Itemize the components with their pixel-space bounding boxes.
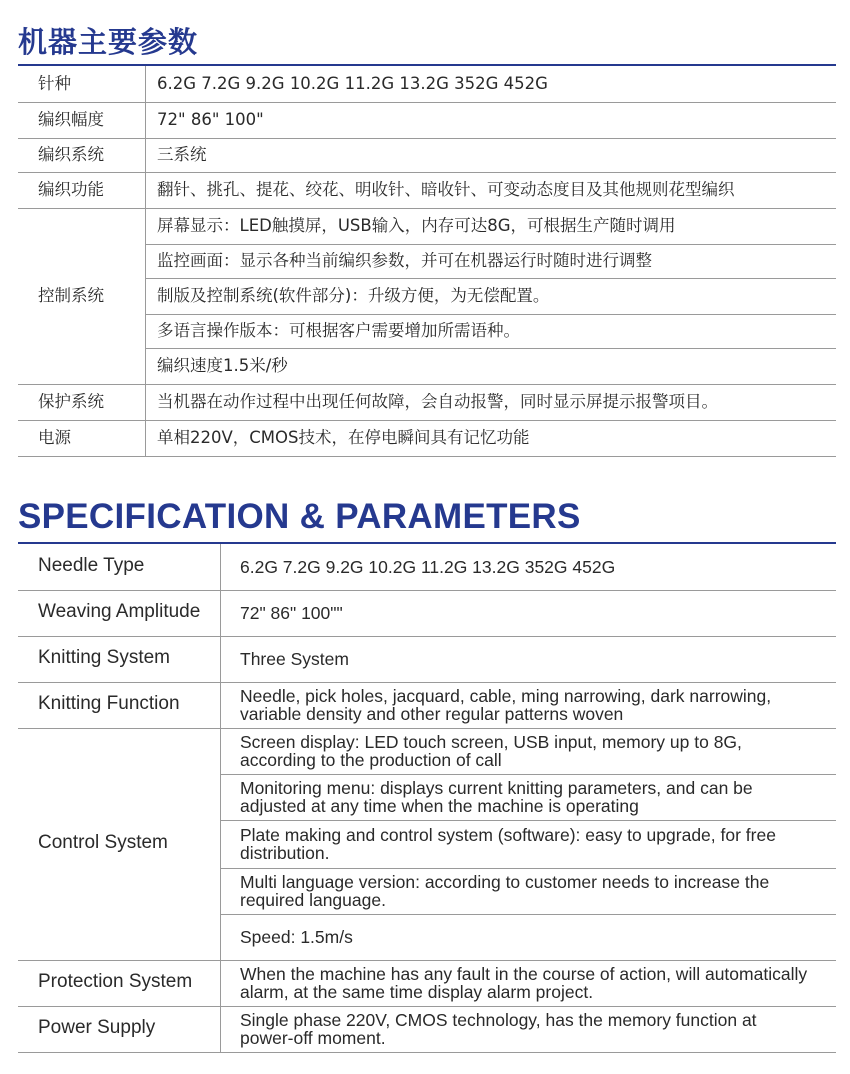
en-row-value-line: adjusted at any time when the machine is operating: [240, 796, 639, 816]
en-row-value-line: Multi language version: according to customer needs to increase the: [240, 872, 770, 892]
en-row-value-line: Three System: [240, 649, 349, 669]
en-row-label: Protection System: [38, 971, 193, 992]
en-row-value-line: according to the production of call: [240, 750, 502, 770]
en-row-divider: [18, 728, 836, 729]
cn-title-rule: [18, 64, 836, 66]
cn-row-divider: [18, 102, 836, 103]
cn-row-divider: [18, 208, 836, 209]
cn-row-divider: [18, 456, 836, 457]
en-row-divider: [18, 682, 836, 683]
cn-row-label: 编织幅度: [38, 110, 104, 129]
en-row-value-line: Single phase 220V, CMOS technology, has the memory function at: [240, 1010, 757, 1030]
en-row-value-line: 6.2G 7.2G 9.2G 10.2G 11.2G 13.2G 352G 452G: [240, 557, 616, 577]
cn-row-value: 6.2G 7.2G 9.2G 10.2G 11.2G 13.2G 352G 452G: [157, 74, 548, 93]
en-row-value-line: required language.: [240, 890, 386, 910]
en-row-value-line: Speed: 1.5m/s: [240, 927, 353, 947]
en-row-label: Control System: [38, 832, 168, 853]
en-row-value-line: variable density and other regular patterns woven: [240, 704, 624, 724]
en-row-label: Weaving Amplitude: [38, 601, 201, 622]
en-row-divider: [18, 590, 836, 591]
cn-row-label: 编织系统: [38, 145, 104, 164]
en-row-value-line: Plate making and control system (software): easy to upgrade, for free: [240, 825, 776, 845]
cn-row-value: 监控画面：显示各种当前编织参数，并可在机器运行时随时进行调整: [157, 251, 652, 270]
cn-row-label: 针种: [38, 74, 71, 93]
cn-row-value: 当机器在动作过程中出现任何故障，会自动报警，同时显示屏提示报警项目。: [157, 392, 718, 411]
en-title-rule: [18, 542, 836, 544]
cn-subrow-divider: [145, 348, 836, 349]
cn-row-value: 单相220V，CMOS技术，在停电瞬间具有记忆功能: [157, 428, 530, 447]
en-subrow-divider: [220, 774, 836, 775]
cn-row-label: 编织功能: [38, 180, 104, 199]
cn-row-value: 三系统: [157, 145, 207, 164]
cn-row-value: 多语言操作版本：可根据客户需要增加所需语种。: [157, 321, 520, 340]
en-row-divider: [18, 1052, 836, 1053]
en-row-value-line: distribution.: [240, 843, 330, 863]
cn-row-divider: [18, 172, 836, 173]
cn-subrow-divider: [145, 278, 836, 279]
en-row-label: Needle Type: [38, 555, 145, 576]
cn-section-title: 机器主要参数: [18, 25, 199, 59]
en-row-value-line: Monitoring menu: displays current knitting parameters, and can be: [240, 778, 753, 798]
en-row-value-line: Screen display: LED touch screen, USB input, memory up to 8G,: [240, 732, 742, 752]
cn-subrow-divider: [145, 244, 836, 245]
cn-row-label: 保护系统: [38, 392, 104, 411]
en-subrow-divider: [220, 914, 836, 915]
en-row-value-line: When the machine has any fault in the course of action, will automatically: [240, 964, 808, 984]
en-row-label: Knitting System: [38, 647, 170, 668]
en-row-divider: [18, 960, 836, 961]
en-row-value-line: Needle, pick holes, jacquard, cable, ming narrowing, dark narrowing,: [240, 686, 772, 706]
en-section-title: SPECIFICATION & PARAMETERS: [18, 497, 581, 536]
cn-row-label: 电源: [38, 428, 71, 447]
en-row-divider: [18, 1006, 836, 1007]
cn-column-divider: [145, 66, 146, 456]
cn-row-divider: [18, 420, 836, 421]
cn-row-value: 屏幕显示：LED触摸屏，USB输入，内存可达8G，可根据生产随时调用: [157, 216, 676, 235]
cn-row-value: 编织速度1.5米/秒: [157, 356, 288, 375]
en-row-label: Knitting Function: [38, 693, 180, 714]
cn-row-divider: [18, 384, 836, 385]
en-row-label: Power Supply: [38, 1017, 156, 1038]
cn-subrow-divider: [145, 314, 836, 315]
en-column-divider: [220, 544, 221, 1052]
en-row-value-line: 72" 86" 100"": [240, 603, 343, 623]
en-row-divider: [18, 636, 836, 637]
cn-row-value: 翻针、挑孔、提花、绞花、明收针、暗收针、可变动态度目及其他规则花型编织: [157, 180, 735, 199]
en-subrow-divider: [220, 820, 836, 821]
en-subrow-divider: [220, 868, 836, 869]
cn-row-divider: [18, 138, 836, 139]
cn-row-value: 72" 86" 100": [157, 110, 264, 129]
cn-row-label: 控制系统: [38, 286, 104, 305]
en-row-value-line: power-off moment.: [240, 1028, 386, 1048]
cn-row-value: 制版及控制系统(软件部分)：升级方便，为无偿配置。: [157, 286, 550, 305]
en-row-value-line: alarm, at the same time display alarm project.: [240, 982, 594, 1002]
